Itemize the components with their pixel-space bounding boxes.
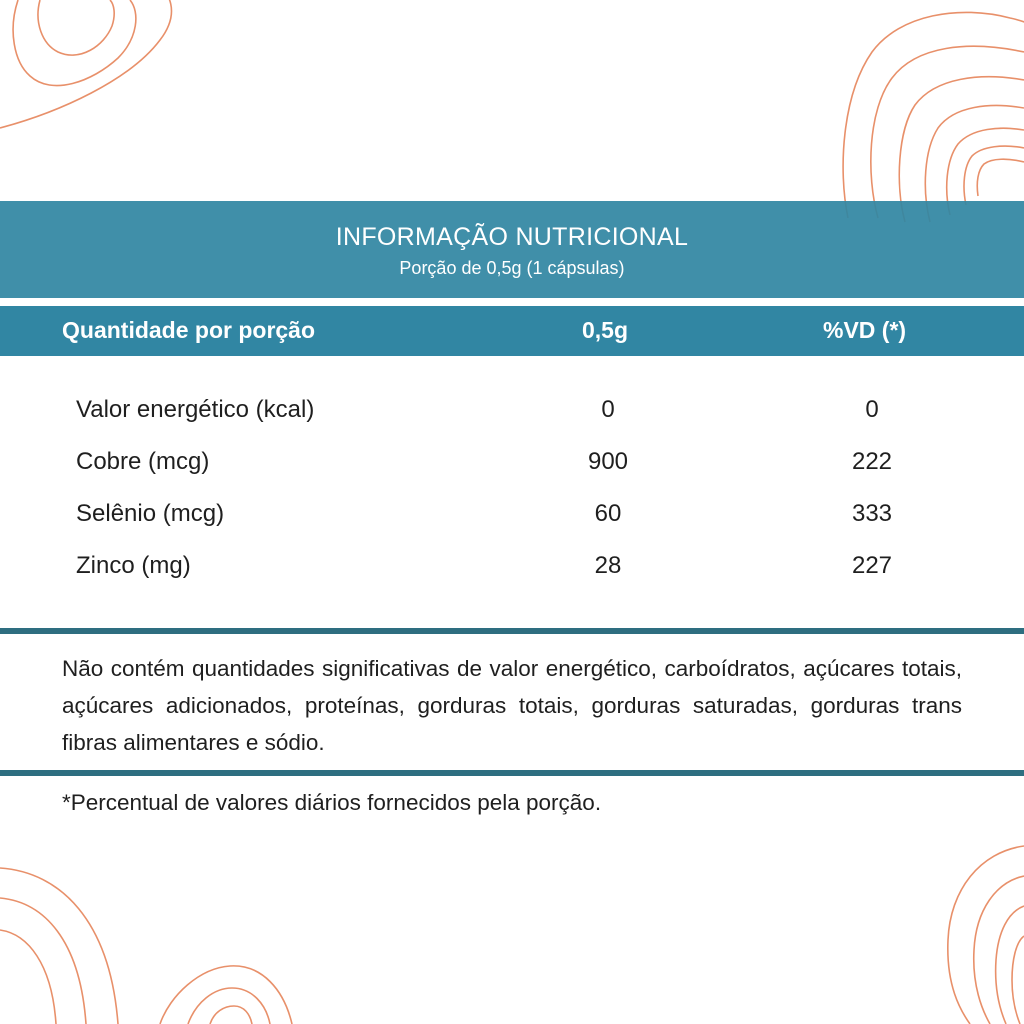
table-row [0,396,1024,436]
column-header-quantity: 0,5g [582,317,629,343]
nutrient-name: Selênio (mcg) [76,500,225,527]
nutrient-daily-value: 0 [865,396,879,423]
nutrient-daily-value: 222 [851,448,893,475]
table-row [0,552,1024,592]
table-row [0,500,1024,540]
nutrient-daily-value: 333 [851,500,893,527]
nutrient-quantity: 60 [594,500,622,527]
page-title: INFORMAÇÃO NUTRICIONAL [335,223,689,251]
serving-size-subtitle: Porção de 0,5g (1 cápsulas) [399,258,625,278]
nutrient-name: Zinco (mg) [76,552,191,579]
nutrient-quantity: 900 [587,448,629,475]
disclaimer-note: Não contém quantidades significativas de valor energético, carboídratos, açúcares totais, açúcares adicionados, proteínas, gorduras totais, gorduras saturadas, gorduras trans fibras alimentares e sódio. [62,656,962,755]
column-header-band [0,306,1024,356]
nutrient-name: Valor energético (kcal) [76,396,315,423]
nutrient-name: Cobre (mcg) [76,448,210,475]
column-header-nutrient: Quantidade por porção [62,317,316,343]
nutrient-quantity: 28 [594,552,622,579]
nutrient-daily-value: 227 [851,552,893,579]
divider [0,628,1024,634]
nutrient-quantity: 0 [601,396,615,423]
nutrition-header-band [0,201,1024,298]
column-header-daily-value: %VD (*) [823,317,907,343]
divider [0,770,1024,776]
table-row [0,448,1024,488]
daily-value-footnote: *Percentual de valores diários fornecidos pela porção. [62,790,602,815]
